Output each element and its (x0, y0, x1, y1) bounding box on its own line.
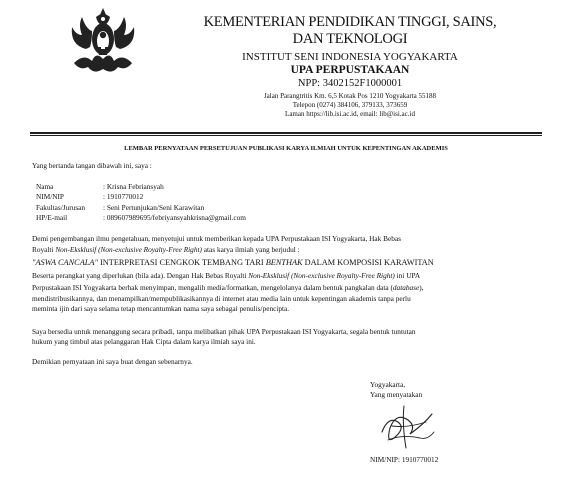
npp-number: NPP: 3402152F1000001 (297, 78, 403, 89)
para2-line-1: Saya bersedia untuk menanggung secara pribadi, tanpa melibatkan pihak UPA Perpustakaan ISI Yogyakarta, segala bentuk tuntutan (32, 327, 416, 336)
field-label-nim: NIM/NIP (36, 192, 64, 201)
para2-line-2: hukum yang timbul atas pelanggaran Hak Cipta dalam karya ilmiah saya ini. (32, 337, 256, 346)
institute-name: INSTITUT SENI INDONESIA YOGYAKARTA (242, 51, 458, 63)
web-line: Laman https://lib.isi.ac.id, email: lib@isi.ac.id (285, 110, 415, 118)
field-label-nama: Nama (36, 182, 54, 191)
para1-line-5: Perpustakaan ISI Yogyakarta berhak menyimpan, mengalih media/formatkan, mengelolanya dalam bentuk pangkalan data (database), (32, 283, 424, 292)
work-title: "ASWA CANCALA" INTERPRETASI CENGKOK TEMBANG TARI BENTHAK DALAM KOMPOSISI KARAWITAN (32, 258, 434, 267)
field-value-hp-email: : 089607989695/febriyansyahkrisna@gmail.com (103, 213, 246, 222)
field-label-hp-email: HP/E-mail (36, 213, 68, 222)
field-value-nama: : Krisna Febriansyah (103, 182, 164, 191)
intro-text: Yang bertanda tangan dibawah ini, saya : (32, 161, 152, 170)
handwritten-signature (372, 398, 442, 452)
document-title: LEMBAR PERNYATAAN PERSETUJUAN PUBLIKASI KARYA ILMIAH UNTUK KEPENTINGAN AKADEMIS (124, 145, 448, 152)
address-line: Jalan Parangtritis Km. 6,5 Kotak Pos 1210 Yogyakarta 55188 (263, 92, 437, 100)
header-divider-thin (30, 135, 542, 136)
phone-line: Telepon (0274) 384106, 379133, 373659 (292, 101, 408, 109)
unit-name: UPA PERPUSTAKAAN (290, 64, 410, 76)
signature-nim: NIM/NIP: 1910770012 (370, 455, 439, 464)
signature-statement: Yang menyatakan (370, 390, 423, 399)
signature-place: Yogyakarta, (370, 380, 406, 389)
para1-line-1: Demi pengembangan ilmu pengetahuan, menyetujui untuk memberikan kepada UPA Perpustakaan ISI Yogyakarta, Hak Bebas (32, 234, 401, 243)
para1-line-4: Beserta perangkat yang diperlukan (bila ada). Dengan Hak Bebas Royalti Non-Eksklusif (Non-exclusive Royalty-Free Right) ini UPA (32, 271, 421, 280)
field-value-nim: : 1910770012 (103, 192, 144, 201)
institution-logo (66, 5, 140, 79)
field-value-fakultas: : Seni Pertunjukan/Seni Karawitan (103, 203, 205, 212)
field-label-fakultas: Fakultas/Jurusan (36, 203, 86, 212)
ministry-line-2: DAN TEKNOLOGI (292, 31, 408, 47)
para1-line-7: meminta ijin dari saya selama tetap mencantumkan nama saya sebagai penulis/pencipta. (32, 304, 290, 313)
header-divider-thick (30, 132, 542, 134)
ministry-line-1: KEMENTERIAN PENDIDIKAN TINGGI, SAINS, (203, 14, 497, 30)
para1-line-2: Royalti Non-Eksklusif (Non-exclusive Royalty-Free Right) atas karya ilmiah yang berjudul : (32, 245, 300, 254)
closing-text: Demikian pernyataan ini saya buat dengan sebenarnya. (32, 357, 193, 366)
para1-line-6: mendistribusikannya, dan menampilkan/mempublikasikannya di internet atau media lain untuk kepentingan akademis tanpa perlu (32, 294, 411, 303)
